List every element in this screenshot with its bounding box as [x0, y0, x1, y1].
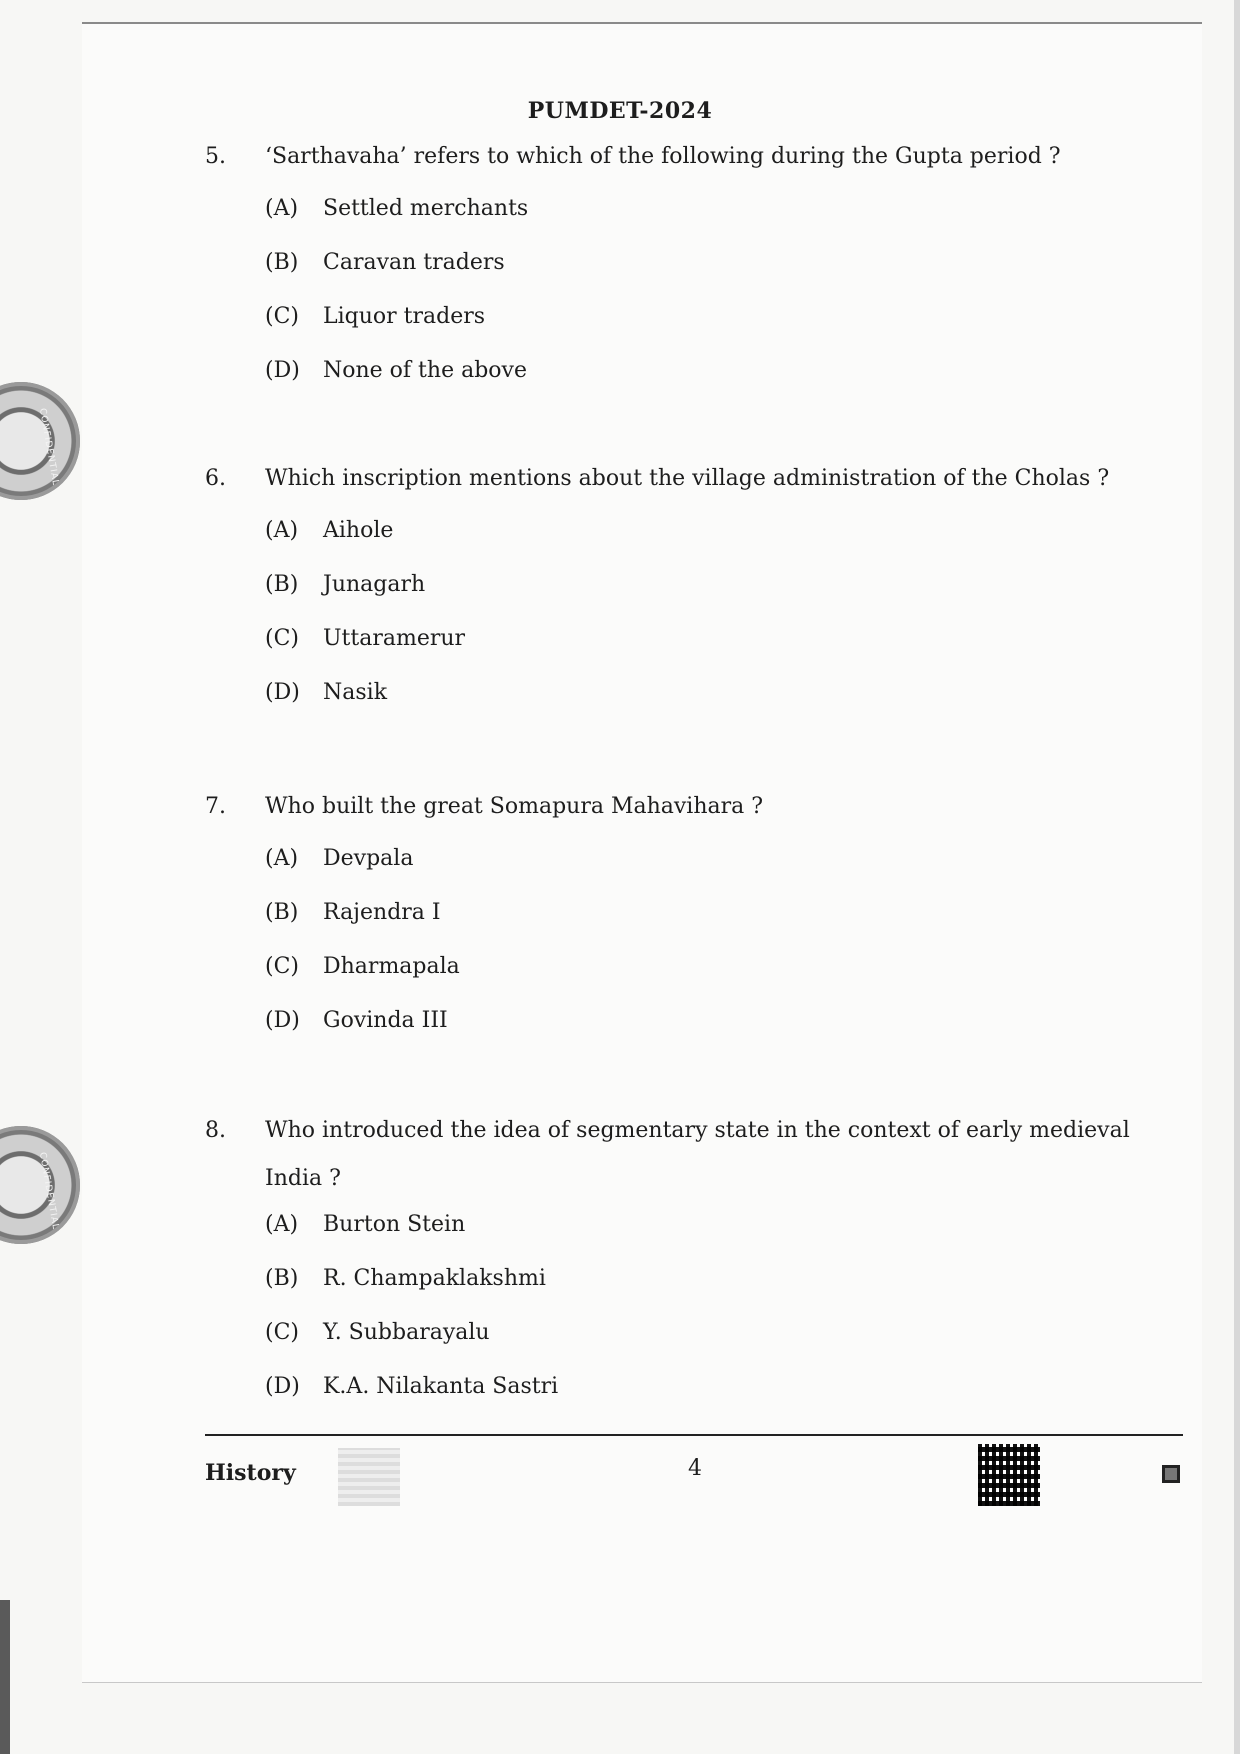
option-b — [265, 570, 1180, 624]
question-text: Who introduced the idea of segmentary state in the context of early medieval — [265, 1118, 1130, 1143]
question-number: 6. — [205, 466, 226, 491]
footer-marker-square — [1162, 1465, 1180, 1483]
option-text: Y. Subbarayalu — [323, 1320, 490, 1345]
option-text: K.A. Nilakanta Sastri — [323, 1374, 559, 1399]
option-key: (C) — [265, 1320, 299, 1345]
option-c — [265, 952, 1180, 1006]
option-a — [265, 516, 1180, 570]
exam-title: PUMDET-2024 — [527, 98, 713, 124]
question-6 — [205, 462, 1180, 732]
option-b — [265, 898, 1180, 952]
question-7 — [205, 790, 1180, 1060]
option-text: Devpala — [323, 846, 414, 871]
option-key: (A) — [265, 1212, 299, 1237]
confidential-stamp-bottom — [0, 1126, 80, 1244]
option-key: (B) — [265, 572, 299, 597]
option-a — [265, 194, 1180, 248]
option-text: None of the above — [323, 358, 527, 383]
option-key: (D) — [265, 1374, 300, 1399]
option-text: Dharmapala — [323, 954, 460, 979]
option-key: (D) — [265, 680, 300, 705]
option-d — [265, 1372, 1180, 1426]
option-text: Burton Stein — [323, 1212, 466, 1237]
option-text: Liquor traders — [323, 304, 486, 329]
scan-edge-right — [1234, 0, 1240, 1754]
question-number: 5. — [205, 144, 226, 169]
option-key: (B) — [265, 1266, 299, 1291]
option-d — [265, 356, 1180, 410]
option-text: Settled merchants — [323, 196, 529, 221]
option-text: Govinda III — [323, 1008, 448, 1033]
option-d — [265, 1006, 1180, 1060]
option-a — [265, 1210, 1180, 1264]
stamp-text: CONFIDENTIAL — [36, 1151, 61, 1231]
option-key: (B) — [265, 900, 299, 925]
option-key: (C) — [265, 626, 299, 651]
option-d — [265, 678, 1180, 732]
option-a — [265, 844, 1180, 898]
option-text: Nasik — [323, 680, 388, 705]
question-5 — [205, 140, 1180, 410]
option-c — [265, 624, 1180, 678]
option-key: (C) — [265, 304, 299, 329]
question-text-continuation: India ? — [265, 1166, 341, 1191]
option-key: (C) — [265, 954, 299, 979]
option-key: (A) — [265, 518, 299, 543]
options-list — [205, 844, 1180, 1060]
option-c — [265, 302, 1180, 356]
question-text: ‘Sarthavaha’ refers to which of the following during the Gupta period ? — [265, 144, 1061, 169]
option-text: Uttaramerur — [323, 626, 466, 651]
question-number: 7. — [205, 794, 226, 819]
question-text: Who built the great Somapura Mahavihara ? — [265, 794, 764, 819]
page-number: 4 — [688, 1456, 702, 1481]
option-b — [265, 248, 1180, 302]
bottom-rule — [82, 1682, 1202, 1683]
question-text: Which inscription mentions about the village administration of the Cholas ? — [265, 466, 1110, 491]
faint-qr-code — [338, 1448, 400, 1506]
option-key: (B) — [265, 250, 299, 275]
option-text: Aihole — [323, 518, 394, 543]
option-key: (A) — [265, 196, 299, 221]
top-rule — [82, 22, 1202, 24]
stamp-text: CONFIDENTIAL — [36, 407, 61, 487]
confidential-stamp-top — [0, 382, 80, 500]
option-text: Junagarh — [323, 572, 426, 597]
option-text: Rajendra I — [323, 900, 441, 925]
question-number: 8. — [205, 1118, 226, 1143]
option-key: (D) — [265, 358, 300, 383]
option-text: Caravan traders — [323, 250, 505, 275]
footer-subject: History — [205, 1460, 296, 1486]
scan-edge-left — [0, 1600, 10, 1754]
qr-code — [978, 1444, 1040, 1506]
option-b — [265, 1264, 1180, 1318]
question-8 — [205, 1114, 1180, 1426]
option-c — [265, 1318, 1180, 1372]
footer-divider — [205, 1434, 1183, 1436]
option-key: (A) — [265, 846, 299, 871]
options-list — [205, 516, 1180, 732]
options-list — [205, 194, 1180, 410]
option-key: (D) — [265, 1008, 300, 1033]
options-list — [205, 1210, 1180, 1426]
option-text: R. Champaklakshmi — [323, 1266, 546, 1291]
